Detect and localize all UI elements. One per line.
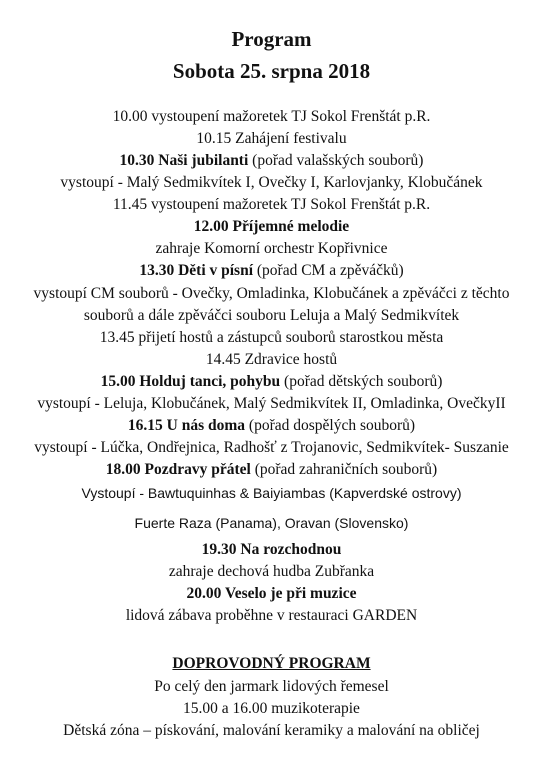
program-line-bold: 12.00 Příjemné melodie (193, 218, 350, 235)
program-line (0, 106, 543, 127)
side-program-line: Dětská zóna – pískování, malování keramiky a malování na obličej (63, 722, 480, 739)
side-program-line: 15.00 a 16.00 muzikoterapie (183, 700, 360, 717)
program-line-bold: 20.00 Veselo je při muzice (186, 585, 357, 602)
program-line-text: zahraje dechová hudba Zubřanka (168, 563, 375, 580)
program-line (0, 238, 543, 259)
program-line-text: (pořad dětských souborů) (280, 373, 443, 390)
program-line (0, 260, 543, 281)
program-line-text: vystoupí - Leluja, Klobučánek, Malý Sedmikvítek II, Omladinka, OvečkyII (37, 395, 506, 412)
side-program-heading: DOPROVODNÝ PROGRAM (172, 655, 371, 672)
program-line-text: (pořad zahraničních souborů) (250, 461, 438, 478)
program-line-text: (pořad dospělých souborů) (245, 417, 416, 434)
program-line-text: 10.15 Zahájení festivalu (196, 130, 347, 147)
program-line (0, 459, 543, 480)
program-line-text: 11.45 vystoupení mažoretek TJ Sokol Frenštát p.R. (112, 196, 431, 213)
program-line-text: vystoupí - Lúčka, Ondřejnica, Radhošť z Trojanovic, Sedmikvítek- Suszanie (34, 439, 509, 456)
program-line (0, 561, 543, 582)
program-line-text: vystoupí CM souborů - Ovečky, Omladinka, Klobučánek a zpěváčci z těchto (33, 285, 510, 302)
program-line (0, 605, 543, 626)
program-line-text: (pořad valašských souborů) (248, 152, 424, 169)
program-line-bold: 16.15 U nás doma (127, 417, 246, 434)
program-line (0, 150, 543, 171)
page-title: Program (231, 27, 312, 51)
program-line-bold: 13.30 Děti v písní (139, 262, 254, 279)
program-line-bold: 15.00 Holduj tanci, pohybu (100, 373, 281, 390)
side-program-line: Po celý den jarmark lidových řemesel (154, 678, 389, 695)
program-line-text: souborů a dále zpěváčci souboru Leluja a Malý Sedmikvítek (83, 307, 460, 324)
program-line (0, 583, 543, 604)
program-line-text: lidová zábava proběhne v restauraci GARDEN (125, 607, 418, 624)
program-line (0, 172, 543, 193)
program-line-text: vystoupí - Malý Sedmikvítek I, Ovečky I, Karlovjanky, Klobučánek (60, 174, 483, 191)
page-subtitle: Sobota 25. srpna 2018 (172, 59, 371, 83)
program-line-text: 14.45 Zdravice hostů (205, 351, 338, 368)
program-line-bold: 10.30 Naši jubilanti (119, 152, 249, 169)
program-line (0, 437, 543, 458)
program-line-bold: 18.00 Pozdravy přátel (105, 461, 251, 478)
program-line-bold: 19.30 Na rozchodnou (201, 541, 342, 558)
program-line (0, 194, 543, 215)
program-line (0, 283, 543, 304)
program-line (0, 327, 543, 348)
program-line (0, 216, 543, 237)
program-line (0, 305, 543, 326)
program-line (0, 393, 543, 414)
program-line-text: zahraje Komorní orchestr Kopřivnice (155, 240, 388, 257)
program-line-text: (pořad CM a zpěváčků) (253, 262, 404, 279)
foreign-ensembles-line: Fuerte Raza (Panama), Oravan (Slovensko) (134, 515, 409, 531)
program-line (0, 349, 543, 370)
program-line (0, 539, 543, 560)
program-line (0, 371, 543, 392)
foreign-ensembles-line: Vystoupí - Bawtuquinhas & Baiyiambas (Kapverdské ostrovy) (81, 485, 462, 501)
program-line (0, 128, 543, 149)
program-line-text: 13.45 přijetí hostů a zástupců souborů starostkou města (99, 329, 444, 346)
program-line (0, 415, 543, 436)
program-line-text: 10.00 vystoupení mažoretek TJ Sokol Frenštát p.R. (112, 108, 431, 125)
